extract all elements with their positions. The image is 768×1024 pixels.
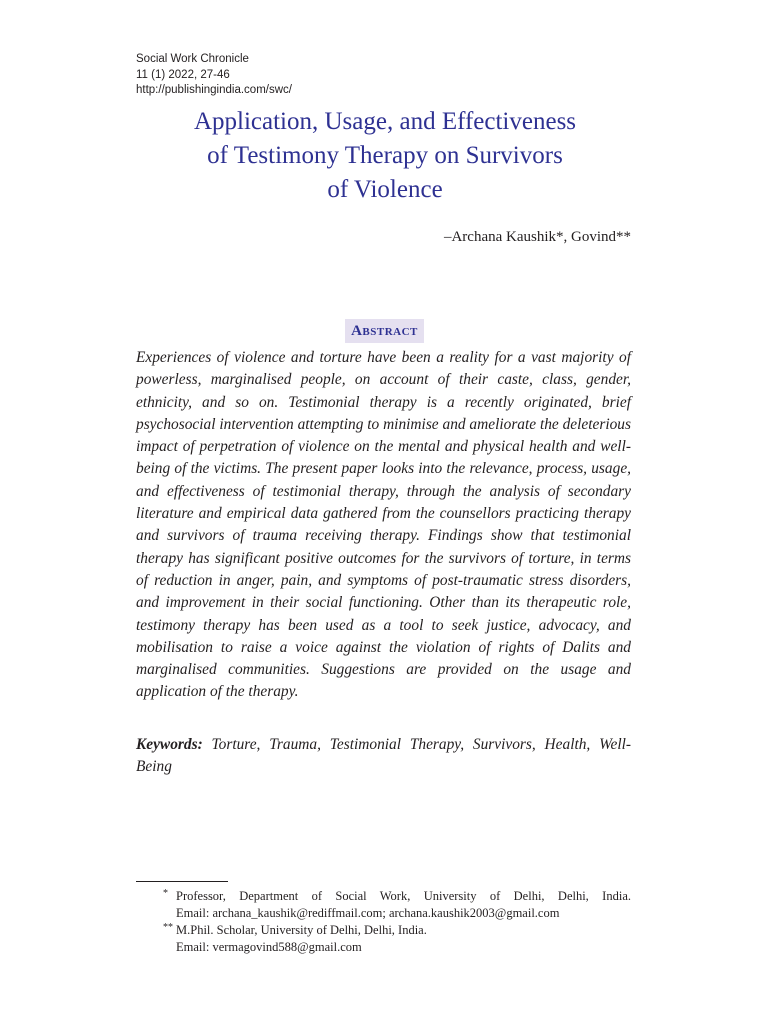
footnote-1-email: Email: archana_kaushik@rediffmail.com; archana.kaushik2003@gmail.com xyxy=(176,906,560,920)
footnote-divider xyxy=(136,881,228,882)
keywords-label: Keywords: xyxy=(136,736,203,753)
journal-url: http://publishingindia.com/swc/ xyxy=(136,84,292,96)
footnotes xyxy=(136,888,631,956)
footnote-mark-2: ** xyxy=(163,922,173,933)
footnote-1 xyxy=(136,888,631,922)
journal-issue: 11 (1) 2022, 27-46 xyxy=(136,68,230,81)
abstract-heading: Abstract xyxy=(345,319,424,343)
footnote-2-affiliation: M.Phil. Scholar, University of Delhi, Delhi, India. xyxy=(176,923,427,937)
keywords-text: Torture, Trauma, Testimonial Therapy, Survivors, Health, Well-Being xyxy=(136,736,631,776)
journal-name: Social Work Chronicle xyxy=(136,53,249,65)
title-line-1: Application, Usage, and Effectiveness xyxy=(193,108,577,135)
footnote-2-email: Email: vermagovind588@gmail.com xyxy=(176,940,362,954)
title-line-2: of Testimony Therapy on Survivors xyxy=(207,142,563,169)
footnote-2 xyxy=(136,922,631,956)
paper-title xyxy=(136,105,634,207)
abstract-text: Experiences of violence and torture have been a reality for a vast majority of powerless, marginalised people, on account of their caste, class, gender, ethnicity, and so on. Testimonial therapy is a recently originated, brief psychosocial intervention attempting to minimise and ameliorate the deleterious impact of perpetration of violence on the mental and physical health and well-being of the victims. The present paper looks into the relevance, process, usage, and effectiveness of testimonial therapy, through the analysis of secondary literature and empirical data gathered from the counsellors practicing therapy and survivors of trauma receiving therapy. Findings show that testimonial therapy has significant positive outcomes for the survivors of torture, in terms of reduction in anger, pain, and symptoms of post-traumatic stress disorders, and improvement in their social functioning. Other than its therapeutic role, testimony therapy has been used as a tool to seek justice, advocacy, and mobilisation to raise a voice against the violation of rights of Dalits and marginalised communities. Suggestions are provided on the usage and application of the therapy. xyxy=(136,349,631,701)
title-line-3: of Violence xyxy=(327,176,443,203)
footnote-mark-1: * xyxy=(163,888,168,899)
keywords-paragraph xyxy=(136,734,631,779)
footnote-1-affiliation: Professor, Department of Social Work, University of Delhi, Delhi, India. xyxy=(176,889,631,903)
author-line: –Archana Kaushik*, Govind** xyxy=(443,229,631,245)
journal-header xyxy=(136,52,292,99)
